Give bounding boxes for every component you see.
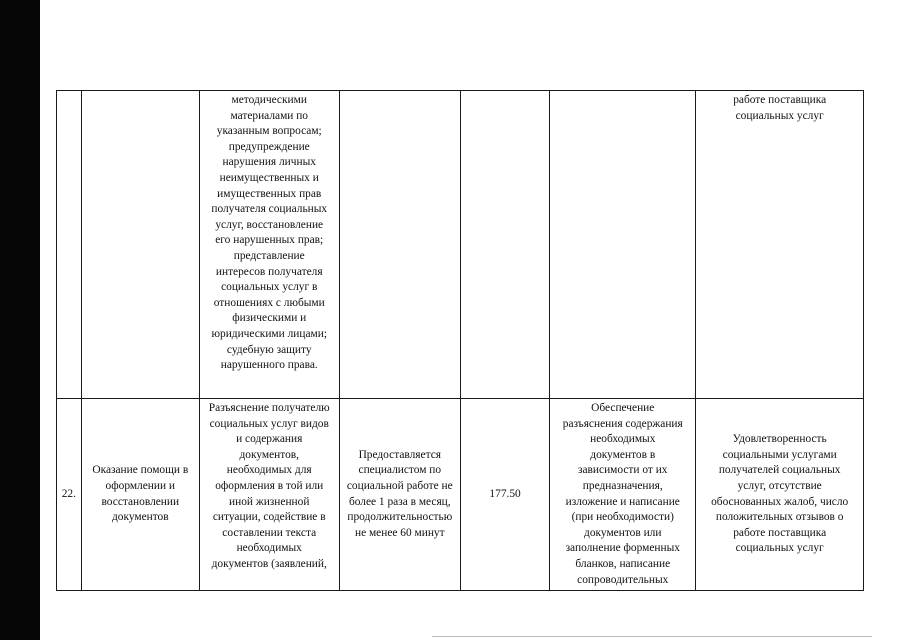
- quality-cell: [696, 91, 864, 399]
- service-name-cell: [81, 91, 199, 399]
- service-name-cell: [81, 399, 199, 591]
- frequency-cell: [339, 91, 460, 399]
- service-quality: Удовлетворенность социальными услугами получателей социальных услуг, отсутствие обоснованных жалоб, число положительных отзывов о работе поставщика социальных услуг: [711, 433, 849, 555]
- service-tariff: 177.50: [489, 487, 521, 500]
- table-row: [57, 399, 864, 591]
- row-number: 22.: [61, 487, 76, 500]
- service-conditions: Обеспечение разъяснения содержания необходимых документов в зависимости от их предназначения, изложение и написание (при необходимости) документов или заполнение форменных бланков, написание сопроводительных: [562, 402, 683, 586]
- conditions-cell: [550, 91, 696, 399]
- tariff-cell: [461, 91, 550, 399]
- service-description: Разъяснение получателю социальных услуг видов и содержания документов, необходимых для оформления в той или иной жизненной ситуации, содействие в составлении текста необходимых документов (заявлений,: [208, 402, 330, 570]
- quality-cell: [696, 399, 864, 591]
- service-description-cell: [199, 91, 339, 399]
- service-quality: работе поставщика социальных услуг: [733, 94, 827, 122]
- service-frequency: Предоставляется специалистом по социальной работе не более 1 раза в месяц, продолжительностью не менее 60 минут: [346, 448, 453, 539]
- conditions-cell: [550, 399, 696, 591]
- frequency-cell: [339, 399, 460, 591]
- bottom-rule: [432, 636, 872, 637]
- row-number-cell: [57, 399, 82, 591]
- table-row: [57, 91, 864, 399]
- services-table: [56, 90, 864, 591]
- service-description-cell: [199, 399, 339, 591]
- tariff-cell: [461, 399, 550, 591]
- row-number-cell: [57, 91, 82, 399]
- service-description: методическими материалами по указанным вопросам; предупреждение нарушения личных неимущественных и имущественных прав получателя социальных услуг, восстановление его нарушенных прав; представление интересов получателя социальных услуг в отношениях с любыми физическими и юридическими лицами; судебную защиту нарушенного права.: [211, 94, 328, 372]
- scan-dark-edge: [0, 0, 40, 640]
- service-name: Оказание помощи в оформлении и восстановлении документов: [92, 464, 189, 524]
